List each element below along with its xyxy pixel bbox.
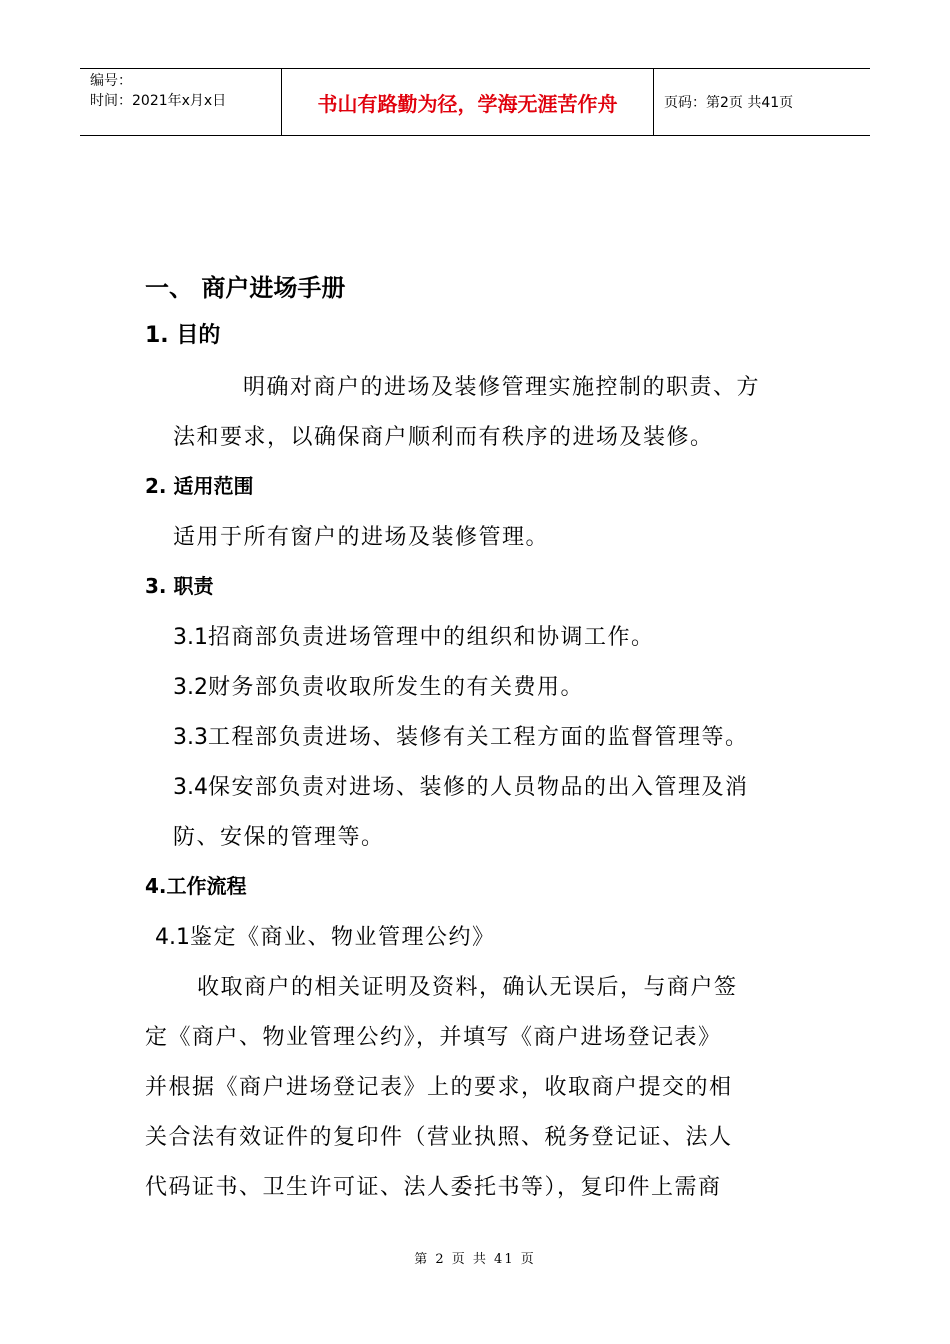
header-time-label: 时间：2021年x月x日 bbox=[90, 93, 227, 109]
header-table bbox=[80, 68, 870, 136]
header-number-label: 编号： bbox=[90, 73, 132, 89]
section-4-para-line-3: 并根据《商户进场登记表》上的要求，收取商户提交的相 bbox=[145, 1075, 733, 1100]
section-3-3 bbox=[173, 720, 749, 751]
section-3-3-number: 3.3 bbox=[173, 725, 208, 750]
section-4-1-number: 4.1 bbox=[155, 925, 190, 950]
section-3-4-line-2: 防、安保的管理等。 bbox=[173, 825, 385, 850]
section-3-1 bbox=[173, 620, 655, 651]
section-3-2-number: 3.2 bbox=[173, 675, 208, 700]
section-4-para-line-5: 代码证书、卫生许可证、法人委托书等），复印件上需商 bbox=[145, 1175, 722, 1200]
section-3-4-line-1 bbox=[173, 770, 749, 801]
header-page-info: 页码：第2页 共41页 bbox=[664, 95, 794, 111]
section-3-heading: 3. 职责 bbox=[145, 574, 214, 598]
section-3-1-number: 3.1 bbox=[173, 625, 208, 650]
section-4-1-text: 鉴定《商业、物业管理公约》 bbox=[190, 925, 496, 950]
section-3-2 bbox=[173, 670, 584, 701]
section-4-1 bbox=[155, 920, 496, 951]
section-3-4-text: 保安部负责对进场、装修的人员物品的出入管理及消 bbox=[208, 775, 749, 800]
section-1-para-line-1: 明确对商户的进场及装修管理实施控制的职责、方 bbox=[243, 375, 761, 400]
header-left-cell bbox=[80, 69, 282, 135]
section-1-para-line-2: 法和要求，以确保商户顺利而有秩序的进场及装修。 bbox=[173, 425, 714, 450]
section-3-2-text: 财务部负责收取所发生的有关费用。 bbox=[208, 675, 585, 700]
section-4-heading: 4.工作流程 bbox=[145, 874, 247, 898]
page-footer: 第 2 页 共 41 页 bbox=[414, 1252, 536, 1267]
section-3-4-number: 3.4 bbox=[173, 775, 208, 800]
section-3-1-text: 招商部负责进场管理中的组织和协调工作。 bbox=[208, 625, 655, 650]
section-2-para: 适用于所有窗户的进场及装修管理。 bbox=[173, 525, 550, 550]
header-motto: 书山有路勤为径，学海无涯苦作舟 bbox=[282, 69, 654, 135]
doc-title: 一、 商户进场手册 bbox=[145, 274, 346, 302]
section-3-3-text: 工程部负责进场、装修有关工程方面的监督管理等。 bbox=[208, 725, 749, 750]
section-4-para-line-1: 收取商户的相关证明及资料，确认无误后，与商户签 bbox=[197, 975, 738, 1000]
section-2-heading: 2. 适用范围 bbox=[145, 474, 254, 498]
section-1-heading: 1. 目的 bbox=[145, 323, 221, 348]
section-4-para-line-4: 关合法有效证件的复印件（营业执照、税务登记证、法人 bbox=[145, 1125, 733, 1150]
section-4-para-line-2: 定《商户、物业管理公约》，并填写《商户进场登记表》 bbox=[145, 1025, 722, 1050]
